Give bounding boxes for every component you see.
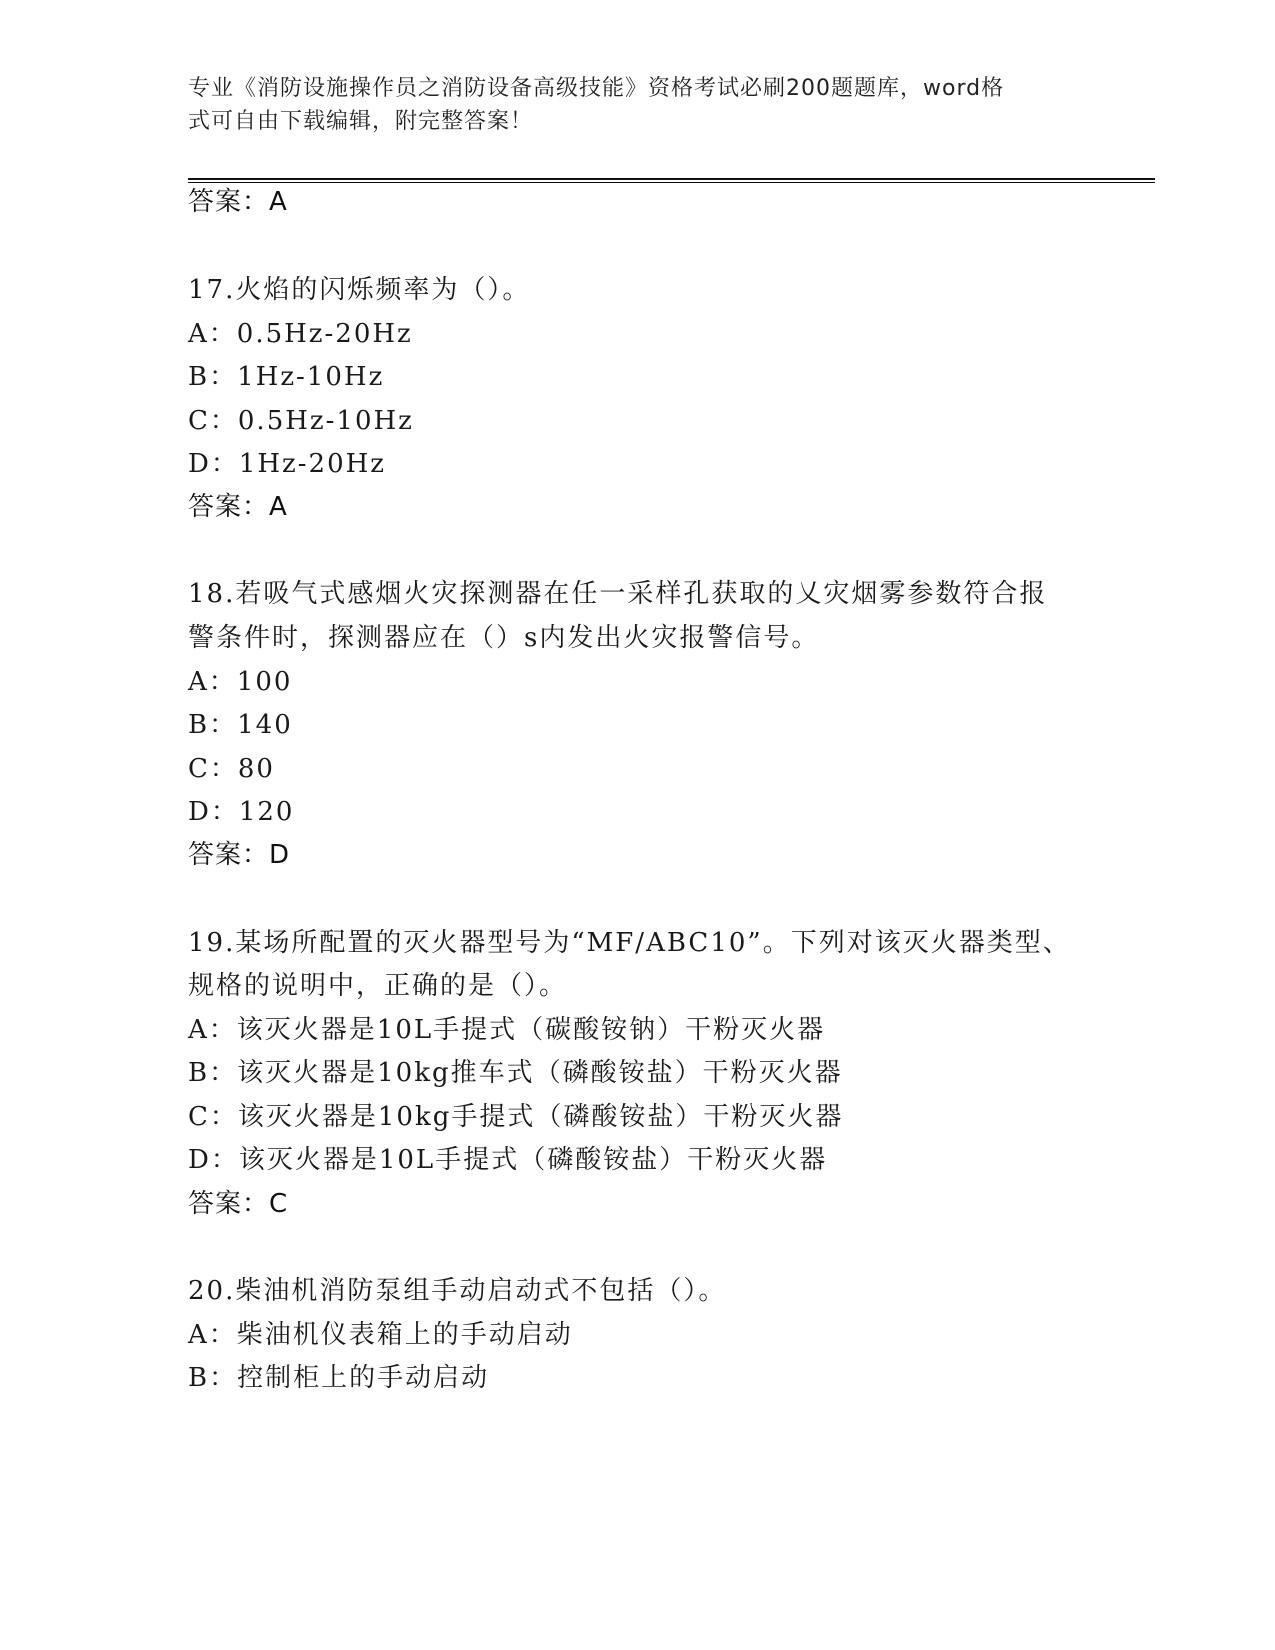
answer-18: 答案：D (188, 840, 291, 870)
question-19-option-d: D：该灭火器是10L手提式（磷酸铵盐）干粉灭火器 (188, 1145, 828, 1175)
question-18-option-c: C：80 (188, 754, 275, 784)
question-19-option-b: B：该灭火器是10kg推车式（磷酸铵盐）干粉灭火器 (188, 1058, 843, 1088)
question-20-option-a: A：柴油机仪表箱上的手动启动 (188, 1320, 573, 1350)
header-divider-thin (188, 182, 1155, 183)
header-line-2: 式可自由下载编辑，附完整答案！ (188, 109, 534, 134)
document-header (188, 72, 1088, 138)
question-19-text-line-1: 19.某场所配置的灭火器型号为“MF/ABC10”。下列对该灭火器类型、 (188, 928, 1071, 958)
answer-16: 答案：A (188, 187, 288, 217)
question-20-option-b: B：控制柜上的手动启动 (188, 1363, 490, 1393)
question-18-option-b: B：140 (188, 710, 293, 740)
question-17-option-d: D：1Hz-20Hz (188, 449, 387, 479)
header-line-1: 专业《消防设施操作员之消防设备高级技能》资格考试必刷200题题库，word格 (188, 76, 1005, 101)
question-17-option-a: A：0.5Hz-20Hz (188, 319, 413, 349)
question-18-text-line-1: 18.若吸气式感烟火灾探测器在任一采样孔获取的乂灾烟雾参数符合报 (188, 579, 1048, 609)
question-17-text: 17.火焰的闪烁频率为（）。 (188, 275, 531, 305)
question-18-text-line-2: 警条件时，探测器应在（）s内发出火灾报警信号。 (188, 623, 820, 653)
header-divider-thick (188, 178, 1155, 180)
answer-17: 答案：A (188, 492, 288, 522)
answer-19: 答案：C (188, 1189, 289, 1219)
question-17-option-b: B：1Hz-10Hz (188, 362, 385, 392)
question-18-option-d: D：120 (188, 797, 295, 827)
question-19-option-a: A：该灭火器是10L手提式（碳酸铵钠）干粉灭火器 (188, 1015, 826, 1045)
question-18-option-a: A：100 (188, 667, 293, 697)
question-20-text: 20.柴油机消防泵组手动启动式不包括（）。 (188, 1276, 727, 1306)
question-19-text-line-2: 规格的说明中，正确的是（）。 (188, 971, 568, 1001)
question-19-option-c: C：该灭火器是10kg手提式（磷酸铵盐）干粉灭火器 (188, 1102, 844, 1132)
question-17-option-c: C：0.5Hz-10Hz (188, 406, 414, 436)
